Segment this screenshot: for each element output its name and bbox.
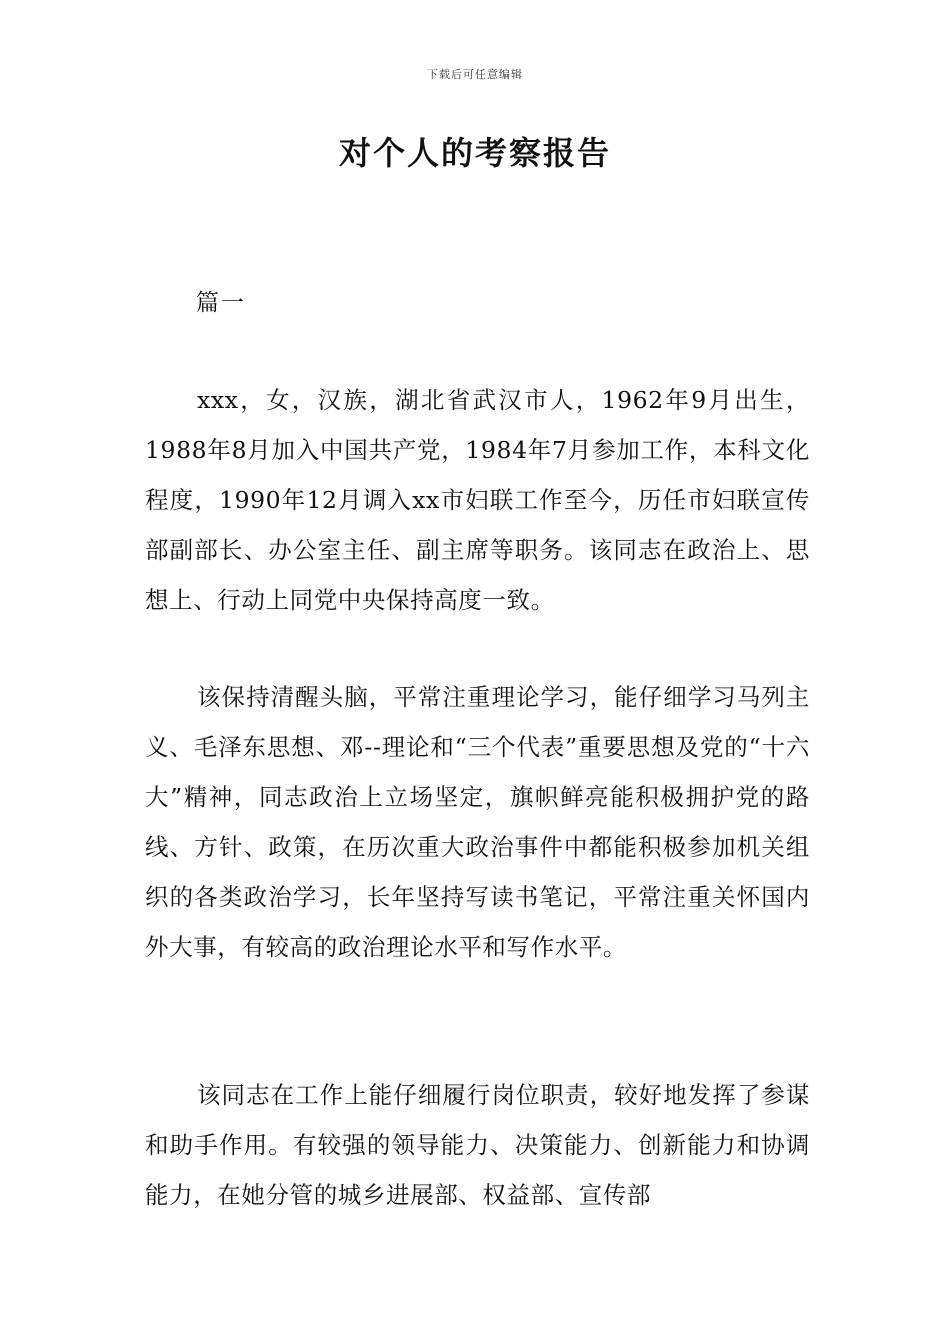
page-title: 对个人的考察报告 bbox=[338, 134, 611, 172]
section-label: 篇一 bbox=[196, 290, 246, 316]
body-paragraph: 该同志在工作上能仔细履行岗位职责，较好地发挥了参谋和助手作用。有较强的领导能力、决策能力、创新能力和协调能力，在她分管的城乡进展部、权益部、宣传部 bbox=[145, 1081, 810, 1209]
body-paragraph: xxx，女，汉族，湖北省武汉市人，1962年9月出生，1988年8月加入中国共产党，1984年7月参加工作，本科文化程度，1990年12月调入xx市妇联工作至今，历任市妇联宣传部副部长、办公室主任、副主席等职务。该同志在政治上、思想上、行动上同党中央保持高度一致。 bbox=[145, 386, 810, 614]
header-note: 下载后可任意编辑 bbox=[427, 68, 523, 81]
body-paragraph: 该保持清醒头脑，平常注重理论学习，能仔细学习马列主义、毛泽东思想、邓--理论和“三个代表”重要思想及党的“十六大”精神，同志政治上立场坚定，旗帜鲜亮能积极拥护党的路线、方针、政策，在历次重大政治事件中都能积极参加机关组织的各类政治学习，长年坚持写读书笔记，平常注重关怀国内外大事，有较高的政治理论水平和写作水平。 bbox=[145, 683, 810, 961]
